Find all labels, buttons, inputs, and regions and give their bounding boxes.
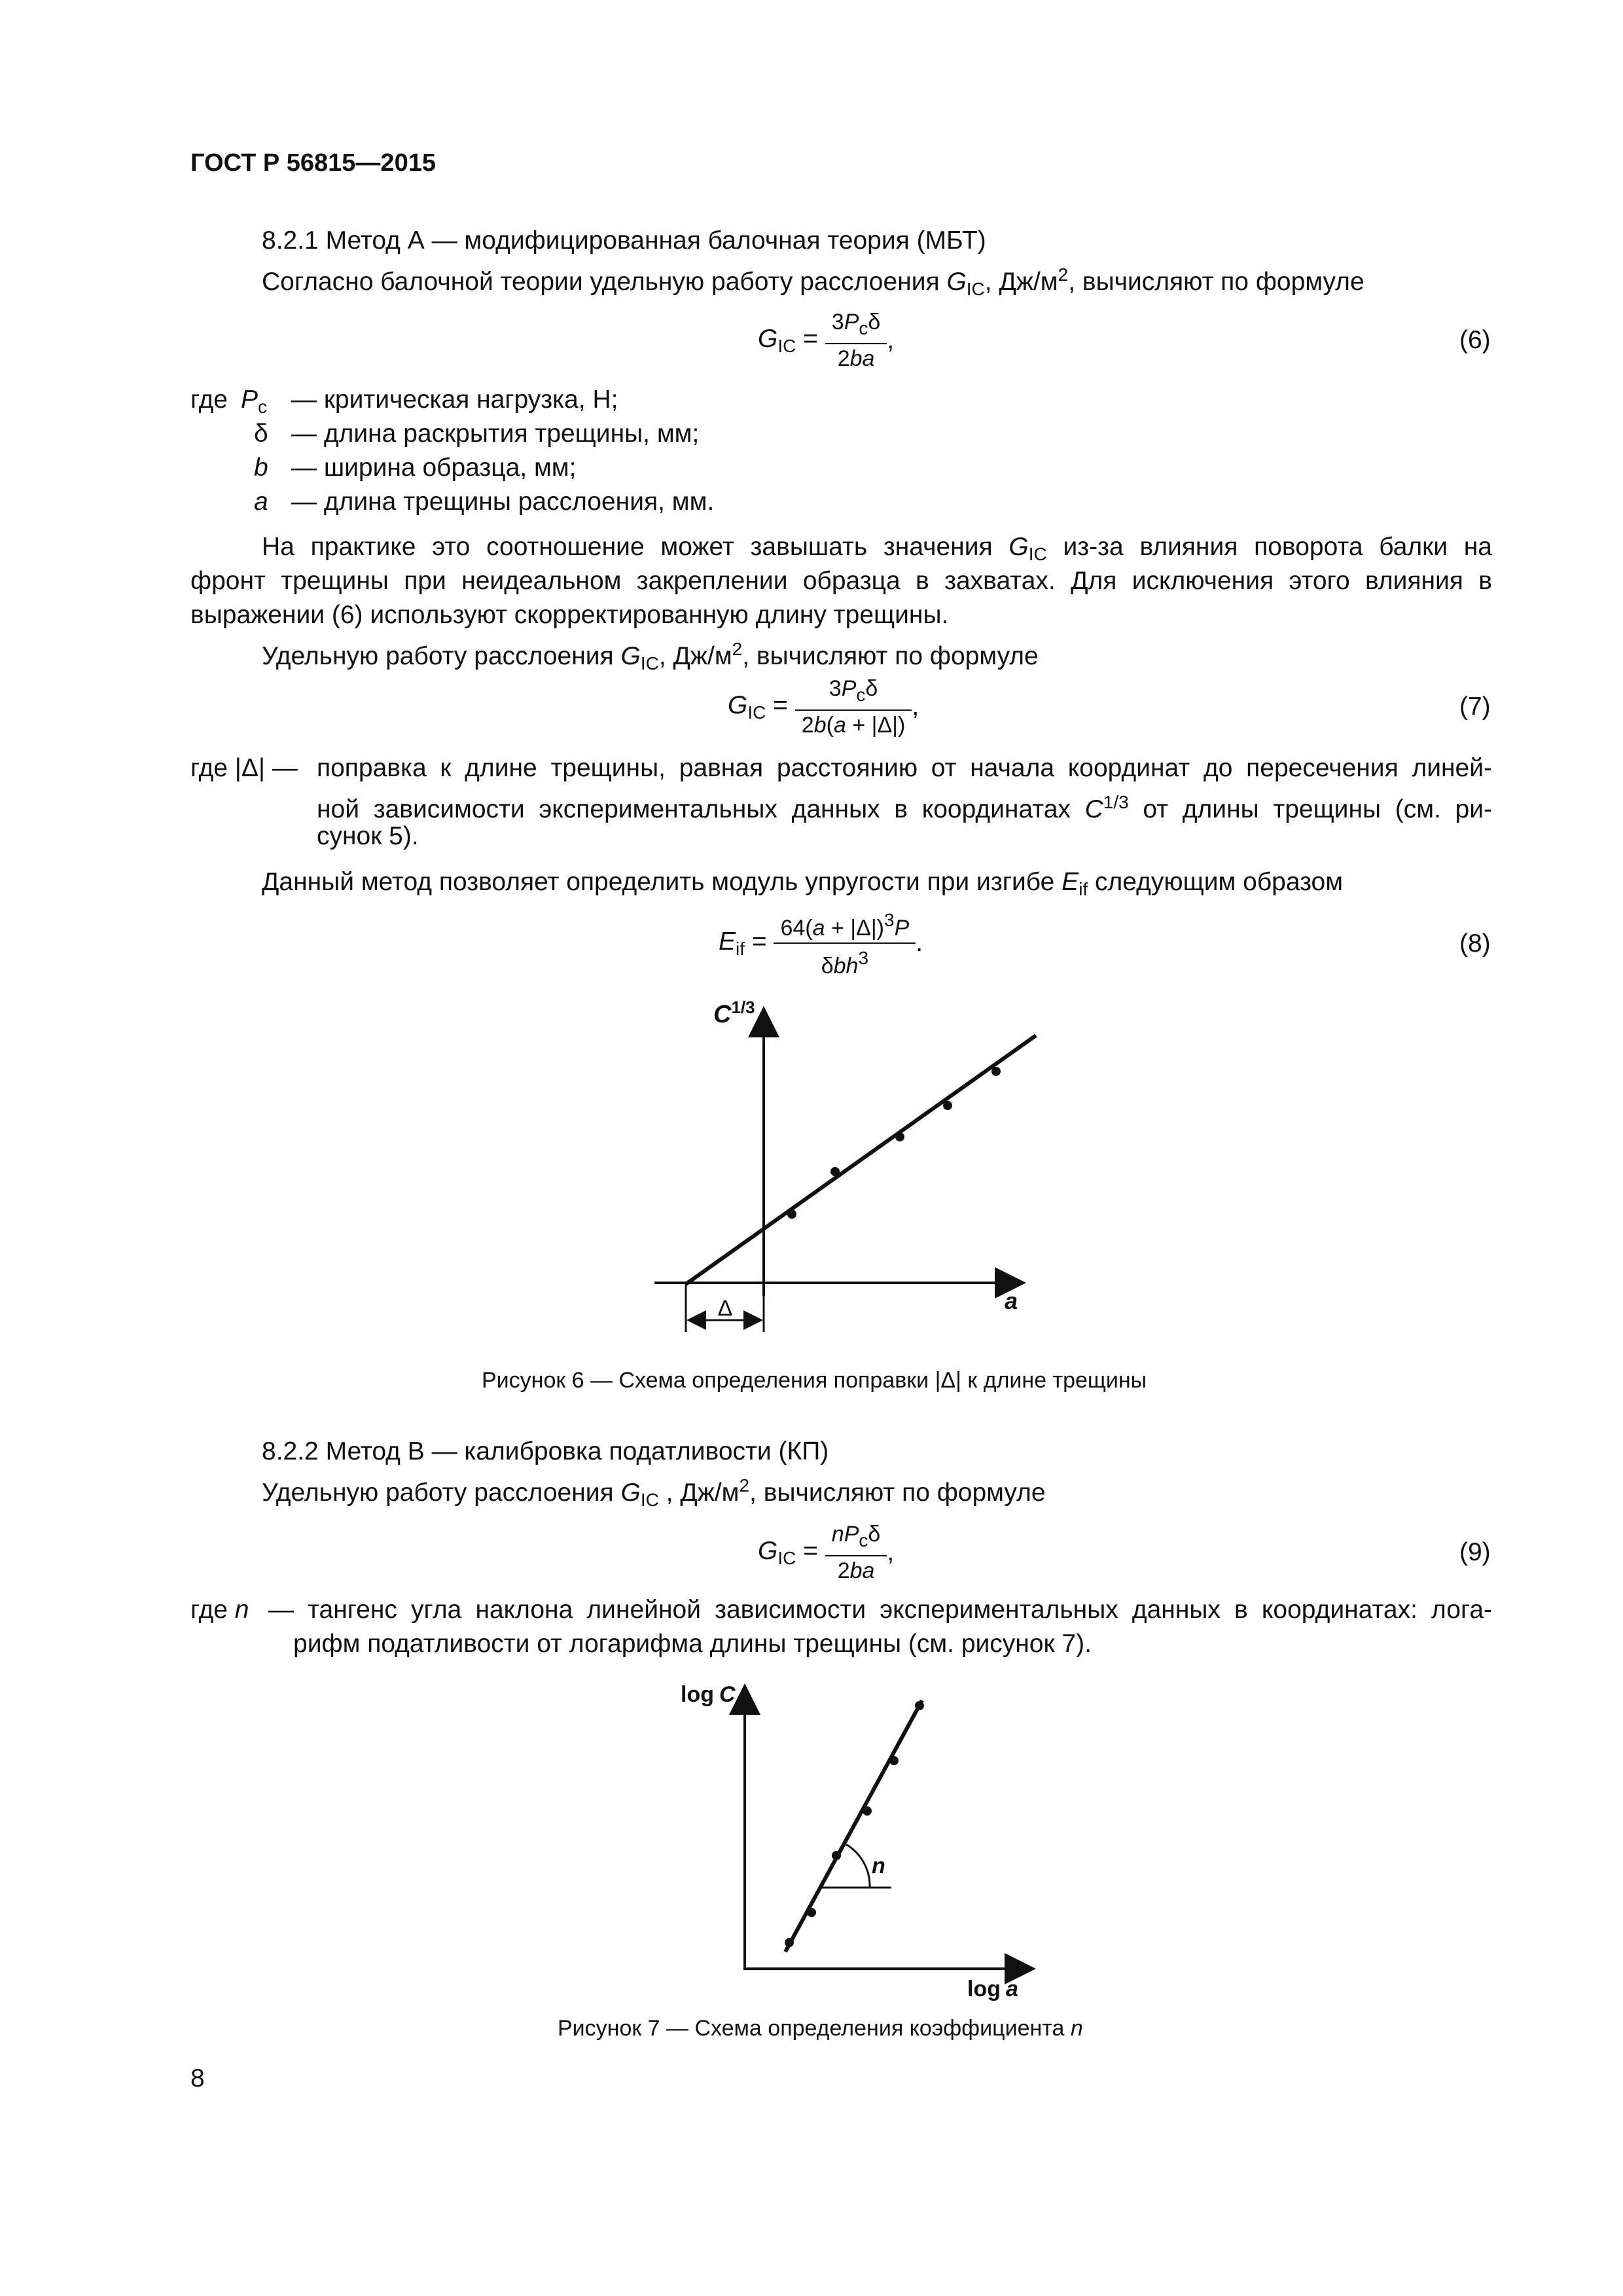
formula-7: $G_{IC}$ = $\frac{3P_c\delta}{2b(a + |\Delta|)}$ , [728,674,919,740]
legend-delta: — длина раскрытия трещины, мм; [291,420,700,448]
section-title-8-2-2: 8.2.2 Метод В — калибровка податливости (КП) [262,1437,829,1465]
legend-a: — длина трещины расслоения, мм. [291,488,715,516]
fig6-x-label: a [1005,1287,1018,1314]
legend-a-symbol: a [254,488,268,516]
legend9-line-2: рифм податливости от логарифма длины трещины (см. рисунок 7). [293,1630,1092,1658]
equation-number-9: (9) [1459,1538,1491,1566]
legend7-line-2: ной зависимости экспериментальных данных в координатах $C^{1/3}$ от длины трещины (см. ри- [317,792,1492,823]
fig7-data-point [863,1806,872,1816]
equation-number-6: (6) [1459,326,1491,354]
legend-b-symbol: b [254,454,268,482]
practice-line-3: выражении (6) используют скорректированную длину трещины. [190,601,949,629]
fig7-slope-label: n [872,1854,885,1878]
equation-number-8: (8) [1459,929,1491,958]
legend9-where: где n [190,1596,249,1624]
legend-pc-symbol: $P_c$ [241,386,268,417]
practice-line-2: фронт трещины при неидеальном закреплении образца в захватах. Для исключения этого влияния в [190,567,1492,595]
legend7-line-3: сунок 5). [317,822,419,850]
formula-6: $G_{IC}$ = $\frac{3P_c\delta}{2ba}$ , [758,308,894,373]
paragraph-work-9: Удельную работу расслоения $G_{IC}$ , $Дж/м^2$, вычисляют по формуле [262,1475,1046,1510]
formula-9: $G_{IC}$ = $\frac{nP_c\delta}{2ba}$ , [758,1520,894,1585]
document-header: ГОСТ Р 56815—2015 [190,149,436,177]
fig7-data-point [785,1938,794,1947]
formula-8: $E_{if}$ = $\frac{64(a + |\Delta|)^3P}{\delta bh^3}$ . [719,906,923,980]
legend-b: — ширина образца, мм; [291,454,577,482]
fig7-data-point [889,1756,899,1765]
paragraph-work-7: Удельную работу расслоения $G_{IC}$, $Дж/м^2$, вычисляют по формуле [262,639,1039,673]
legend7-line-1: поправка к длине трещины, равная расстоянию от начала координат до пересечения линей- [317,754,1492,782]
fig6-delta-label: Δ [717,1296,733,1321]
fig7-fit-line [785,1700,922,1952]
paragraph-modulus: Данный метод позволяет определить модуль упругости при изгибе $E_{if}$ следующим образом [262,868,1344,899]
fig7-data-point [915,1701,924,1710]
legend9-line-1: — тангенс угла наклона линейной зависимости экспериментальных данных в координатах: лога- [268,1596,1492,1624]
page-number: 8 [190,2064,205,2092]
legend7-where: где |Δ| — [190,754,298,782]
section-title-8-2-1: 8.2.1 Метод А — модифицированная балочная теория (МБТ) [262,226,986,255]
figure-6-caption: Рисунок 6 — Схема определения поправки |Δ| к длине трещины [482,1368,1147,1393]
fig7-data-point [832,1851,841,1860]
legend-where: где [190,386,228,414]
paragraph-intro: Согласно балочной теории удельную работу расслоения $G_{IC}$, $Дж/м^2$, вычисляют по формуле [262,264,1364,299]
legend-delta-symbol: δ [254,420,268,448]
fig7-data-point [807,1908,816,1917]
fig7-x-label: log a [967,1977,1018,2001]
figure-7-caption: Рисунок 7 — Схема определения коэффициента n [558,2016,1083,2041]
fig7-slope-angle-arc [846,1844,870,1888]
equation-number-7: (7) [1459,692,1491,721]
practice-line-1: На практике это соотношение может завышать значения $G_{IC}$ из-за влияния поворота балки на [262,533,1492,564]
fig6-y-label: $C^{1/3}$ [713,997,755,1028]
fig7-y-label: log C [681,1682,736,1707]
legend-pc: — критическая нагрузка, Н; [291,386,618,414]
